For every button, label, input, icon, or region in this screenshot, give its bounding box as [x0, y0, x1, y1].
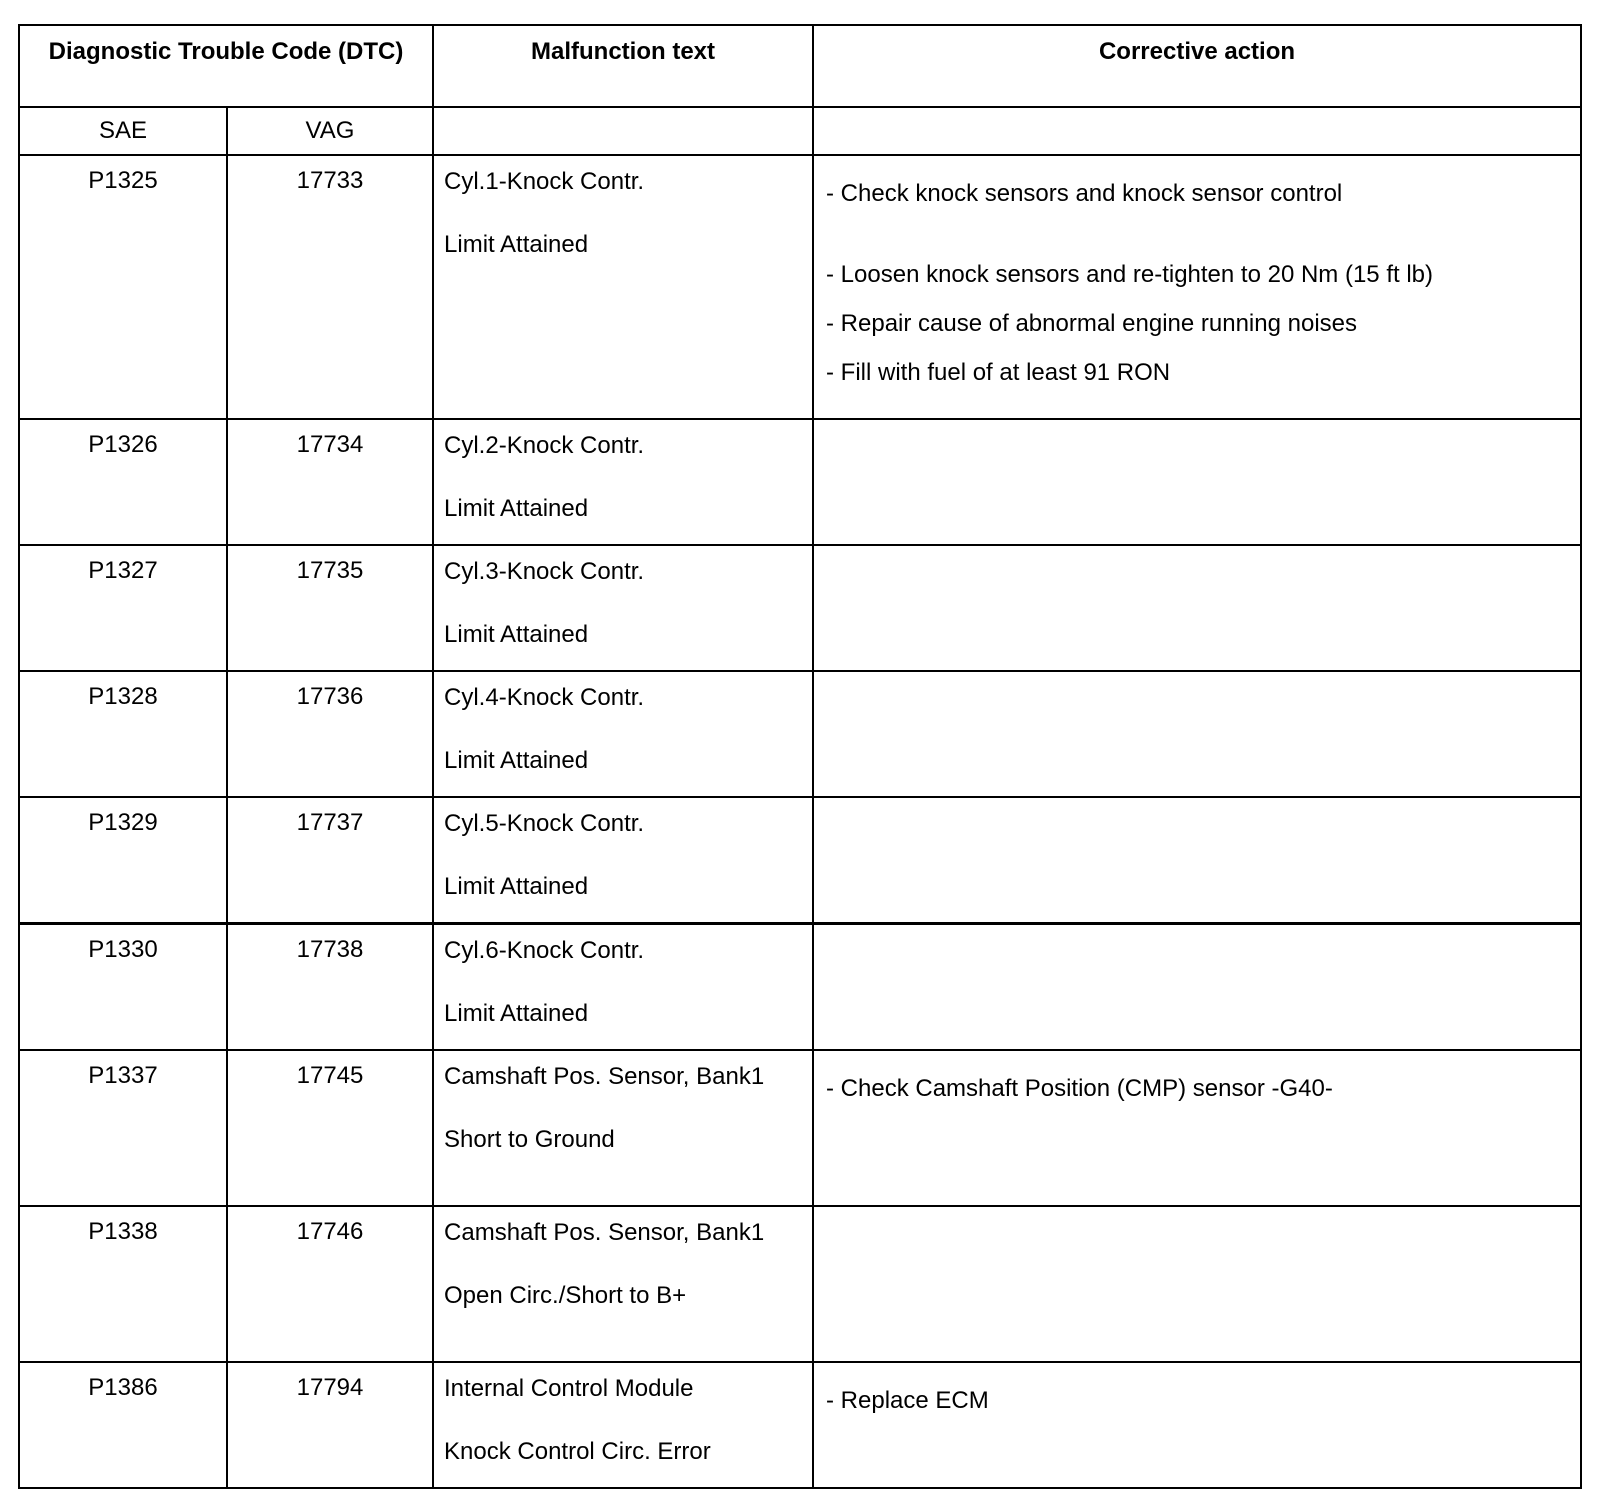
malfunction-line: Open Circ./Short to B+	[444, 1282, 687, 1309]
dtc-header: Diagnostic Trouble Code (DTC)	[19, 25, 433, 107]
subheader-row	[19, 107, 1581, 155]
table-row	[19, 1362, 1581, 1488]
malfunction-line: Limit Attained	[444, 621, 589, 648]
malfunction-line: Limit Attained	[444, 495, 589, 522]
table-row	[19, 1206, 1581, 1362]
malfunction-text	[433, 1050, 813, 1206]
malfunction-text	[433, 924, 813, 1051]
corrective-action	[813, 545, 1581, 671]
malfunction-line: Limit Attained	[444, 873, 589, 900]
malfunction-line: Camshaft Pos. Sensor, Bank1	[444, 1063, 765, 1090]
table-row	[19, 1050, 1581, 1206]
action-item: - Fill with fuel of at least 91 RON	[826, 359, 1171, 386]
sae-code: P1338	[19, 1206, 227, 1362]
corrective-action	[813, 1206, 1581, 1362]
malfunction-line: Camshaft Pos. Sensor, Bank1	[444, 1219, 765, 1246]
table-row	[19, 797, 1581, 924]
malfunction-line: Cyl.2-Knock Contr.	[444, 432, 645, 459]
action-header: Corrective action	[813, 25, 1581, 107]
corrective-action	[813, 671, 1581, 797]
vag-code: 17794	[227, 1362, 433, 1488]
sae-header: SAE	[19, 107, 227, 155]
malfunction-line: Cyl.5-Knock Contr.	[444, 810, 645, 837]
vag-code: 17745	[227, 1050, 433, 1206]
action-item: - Loosen knock sensors and re-tighten to 20 Nm (15 ft lb)	[826, 261, 1433, 288]
table-row	[19, 671, 1581, 797]
sae-code: P1328	[19, 671, 227, 797]
malfunction-text	[433, 1206, 813, 1362]
malfunction-line: Internal Control Module	[444, 1375, 694, 1402]
malfunction-header: Malfunction text	[433, 25, 813, 107]
vag-code: 17733	[227, 155, 433, 419]
sae-code: P1329	[19, 797, 227, 924]
malfunction-text	[433, 671, 813, 797]
action-item: - Check Camshaft Position (CMP) sensor -G40-	[826, 1075, 1333, 1102]
malfunction-line: Short to Ground	[444, 1126, 615, 1153]
corrective-action	[813, 797, 1581, 924]
sae-code: P1337	[19, 1050, 227, 1206]
corrective-action	[813, 924, 1581, 1051]
corrective-action	[813, 1050, 1581, 1206]
vag-code: 17736	[227, 671, 433, 797]
table-row	[19, 545, 1581, 671]
dtc-table	[18, 24, 1582, 1489]
table-row	[19, 419, 1581, 545]
corrective-action	[813, 419, 1581, 545]
malfunction-line: Limit Attained	[444, 1000, 589, 1027]
vag-code: 17734	[227, 419, 433, 545]
action-item: - Repair cause of abnormal engine running noises	[826, 310, 1358, 337]
vag-code: 17738	[227, 924, 433, 1051]
malfunction-text	[433, 419, 813, 545]
corrective-action	[813, 155, 1581, 419]
empty-cell	[433, 107, 813, 155]
sae-code: P1326	[19, 419, 227, 545]
vag-code: 17735	[227, 545, 433, 671]
malfunction-text	[433, 545, 813, 671]
table-row	[19, 924, 1581, 1051]
sae-code: P1327	[19, 545, 227, 671]
empty-cell	[813, 107, 1581, 155]
sae-code: P1325	[19, 155, 227, 419]
action-item: - Replace ECM	[826, 1387, 989, 1414]
malfunction-line: Cyl.6-Knock Contr.	[444, 937, 645, 964]
vag-code: 17746	[227, 1206, 433, 1362]
vag-header: VAG	[227, 107, 433, 155]
malfunction-text	[433, 797, 813, 924]
malfunction-line: Cyl.1-Knock Contr.	[444, 168, 645, 195]
vag-code: 17737	[227, 797, 433, 924]
action-item: - Check knock sensors and knock sensor control	[826, 180, 1343, 207]
header-row	[19, 25, 1581, 107]
malfunction-line: Cyl.3-Knock Contr.	[444, 558, 645, 585]
malfunction-text	[433, 155, 813, 419]
malfunction-line: Limit Attained	[444, 231, 589, 258]
table-row	[19, 155, 1581, 419]
malfunction-text	[433, 1362, 813, 1488]
sae-code: P1386	[19, 1362, 227, 1488]
malfunction-line: Knock Control Circ. Error	[444, 1438, 711, 1465]
malfunction-line: Limit Attained	[444, 747, 589, 774]
sae-code: P1330	[19, 924, 227, 1051]
malfunction-line: Cyl.4-Knock Contr.	[444, 684, 645, 711]
corrective-action	[813, 1362, 1581, 1488]
